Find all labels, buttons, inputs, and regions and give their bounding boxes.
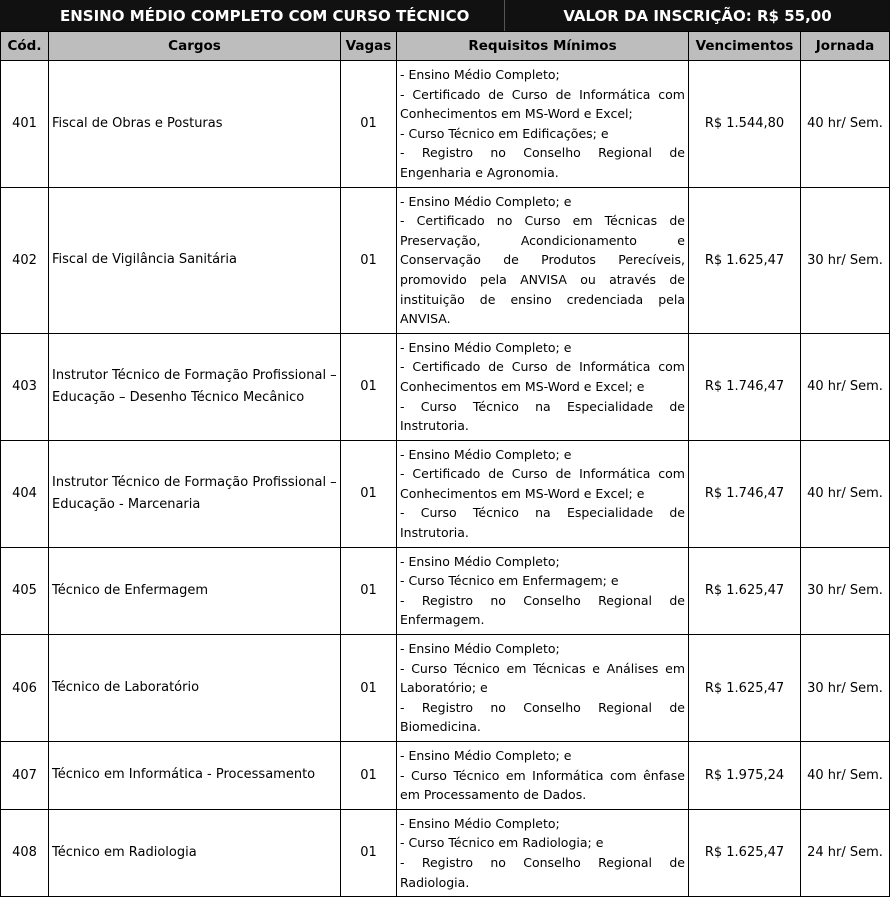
table-row bbox=[1, 440, 890, 547]
cell-vagas: 01 bbox=[341, 440, 397, 547]
table-row bbox=[1, 61, 890, 188]
requirement-line: - Registro no Conselho Regional de Biomedicina. bbox=[400, 699, 685, 735]
banner-fee: VALOR DA INSCRIÇÃO: R$ 55,00 bbox=[563, 6, 832, 25]
cell-jornada: 30 hr/ Sem. bbox=[801, 187, 890, 333]
requirement-line: - Curso Técnico na Especialidade de Instrutoria. bbox=[400, 505, 685, 541]
header-requisitos: Requisitos Mínimos bbox=[397, 32, 689, 61]
cell-cargo: Fiscal de Vigilância Sanitária bbox=[49, 187, 341, 333]
requirement-line: - Curso Técnico em Radiologia; e bbox=[400, 835, 604, 851]
requirement-line: - Certificado de Curso de Informática com Conhecimentos em MS-Word e Excel; e bbox=[400, 466, 685, 501]
cell-vagas: 01 bbox=[341, 547, 397, 634]
cell-requisitos bbox=[397, 187, 689, 333]
cell-vencimentos: R$ 1.625,47 bbox=[689, 547, 801, 634]
header-banner bbox=[0, 0, 890, 31]
cell-jornada: 40 hr/ Sem. bbox=[801, 440, 890, 547]
cell-jornada: 30 hr/ Sem. bbox=[801, 635, 890, 742]
cell-requisitos bbox=[397, 635, 689, 742]
table-row bbox=[1, 547, 890, 634]
cell-jornada: 30 hr/ Sem. bbox=[801, 547, 890, 634]
cell-vencimentos: R$ 1.625,47 bbox=[689, 187, 801, 333]
requirement-line: - Ensino Médio Completo; e bbox=[400, 193, 572, 209]
cell-requisitos bbox=[397, 61, 689, 188]
requirement-line: - Curso Técnico em Edificações; e bbox=[400, 125, 609, 141]
cell-vagas: 01 bbox=[341, 635, 397, 742]
requirement-line: - Ensino Médio Completo; e bbox=[400, 748, 572, 763]
requirement-line: - Ensino Médio Completo; bbox=[400, 553, 560, 569]
cell-cargo: Técnico em Radiologia bbox=[49, 809, 341, 896]
cell-jornada: 40 hr/ Sem. bbox=[801, 742, 890, 810]
cell-requisitos bbox=[397, 440, 689, 547]
requirement-line: - Registro no Conselho Regional de Radiologia. bbox=[400, 854, 685, 890]
cell-vagas: 01 bbox=[341, 187, 397, 333]
table-header-row bbox=[1, 32, 890, 61]
cell-jornada: 24 hr/ Sem. bbox=[801, 809, 890, 896]
header-vagas: Vagas bbox=[341, 32, 397, 61]
positions-table bbox=[0, 31, 890, 897]
requirement-line: - Curso Técnico em Informática com ênfase em Processamento de Dados. bbox=[400, 767, 685, 803]
requirement-line: - Certificado de Curso de Informática com Conhecimentos em MS-Word e Excel; bbox=[400, 86, 685, 122]
table-row bbox=[1, 333, 890, 440]
cell-cod: 403 bbox=[1, 333, 49, 440]
header-cargos: Cargos bbox=[49, 32, 341, 61]
cell-cod: 407 bbox=[1, 742, 49, 810]
cell-cod: 401 bbox=[1, 61, 49, 188]
requirement-line: - Ensino Médio Completo; e bbox=[400, 446, 572, 462]
requirement-line: - Ensino Médio Completo; bbox=[400, 641, 560, 657]
requirement-line: - Registro no Conselho Regional de Engenharia e Agronomia. bbox=[400, 145, 685, 180]
header-cod: Cód. bbox=[1, 32, 49, 61]
cell-cod: 408 bbox=[1, 809, 49, 896]
table-row bbox=[1, 742, 890, 810]
cell-vagas: 01 bbox=[341, 742, 397, 810]
requirement-line: - Ensino Médio Completo; bbox=[400, 815, 560, 831]
cell-jornada: 40 hr/ Sem. bbox=[801, 61, 890, 188]
table-row bbox=[1, 809, 890, 896]
requirement-line: - Curso Técnico em Técnicas e Análises em Laboratório; e bbox=[400, 660, 685, 696]
requirement-line: - Ensino Médio Completo; bbox=[400, 67, 560, 82]
cell-cargo: Técnico de Laboratório bbox=[49, 635, 341, 742]
cell-cargo: Técnico em Informática - Processamento bbox=[49, 742, 341, 810]
cell-vencimentos: R$ 1.746,47 bbox=[689, 440, 801, 547]
requirement-line: - Certificado no Curso em Técnicas de Preservação, Acondicionamento e Conservação de Produtos Perecíveis, promovido pela ANVISA ou através de instituição de ensino credenciada pela ANVISA. bbox=[400, 213, 685, 327]
cell-requisitos bbox=[397, 742, 689, 810]
cell-cargo: Técnico de Enfermagem bbox=[49, 547, 341, 634]
cell-vencimentos: R$ 1.625,47 bbox=[689, 809, 801, 896]
requirement-line: - Curso Técnico na Especialidade de Instrutoria. bbox=[400, 398, 685, 434]
requirement-line: - Certificado de Curso de Informática com Conhecimentos em MS-Word e Excel; e bbox=[400, 359, 685, 394]
cell-cargo: Fiscal de Obras e Posturas bbox=[49, 61, 341, 188]
cell-vencimentos: R$ 1.544,80 bbox=[689, 61, 801, 188]
cell-cargo: Instrutor Técnico de Formação Profissional – Educação – Desenho Técnico Mecânico bbox=[49, 333, 341, 440]
cell-vencimentos: R$ 1.746,47 bbox=[689, 333, 801, 440]
requirement-line: - Registro no Conselho Regional de Enfermagem. bbox=[400, 592, 685, 628]
cell-cod: 406 bbox=[1, 635, 49, 742]
cell-vagas: 01 bbox=[341, 809, 397, 896]
table-row bbox=[1, 635, 890, 742]
cell-cargo: Instrutor Técnico de Formação Profissional – Educação - Marcenaria bbox=[49, 440, 341, 547]
cell-cod: 404 bbox=[1, 440, 49, 547]
cell-requisitos bbox=[397, 547, 689, 634]
cell-requisitos bbox=[397, 809, 689, 896]
header-vencimentos: Vencimentos bbox=[689, 32, 801, 61]
cell-vagas: 01 bbox=[341, 61, 397, 188]
table-row bbox=[1, 187, 890, 333]
cell-vencimentos: R$ 1.625,47 bbox=[689, 635, 801, 742]
banner-level-title: ENSINO MÉDIO COMPLETO COM CURSO TÉCNICO bbox=[0, 0, 505, 31]
requirement-line: - Curso Técnico em Enfermagem; e bbox=[400, 573, 619, 589]
cell-jornada: 40 hr/ Sem. bbox=[801, 333, 890, 440]
requirement-line: - Ensino Médio Completo; e bbox=[400, 339, 572, 355]
cell-requisitos bbox=[397, 333, 689, 440]
header-jornada: Jornada bbox=[801, 32, 890, 61]
cell-cod: 402 bbox=[1, 187, 49, 333]
cell-vagas: 01 bbox=[341, 333, 397, 440]
cell-cod: 405 bbox=[1, 547, 49, 634]
cell-vencimentos: R$ 1.975,24 bbox=[689, 742, 801, 810]
